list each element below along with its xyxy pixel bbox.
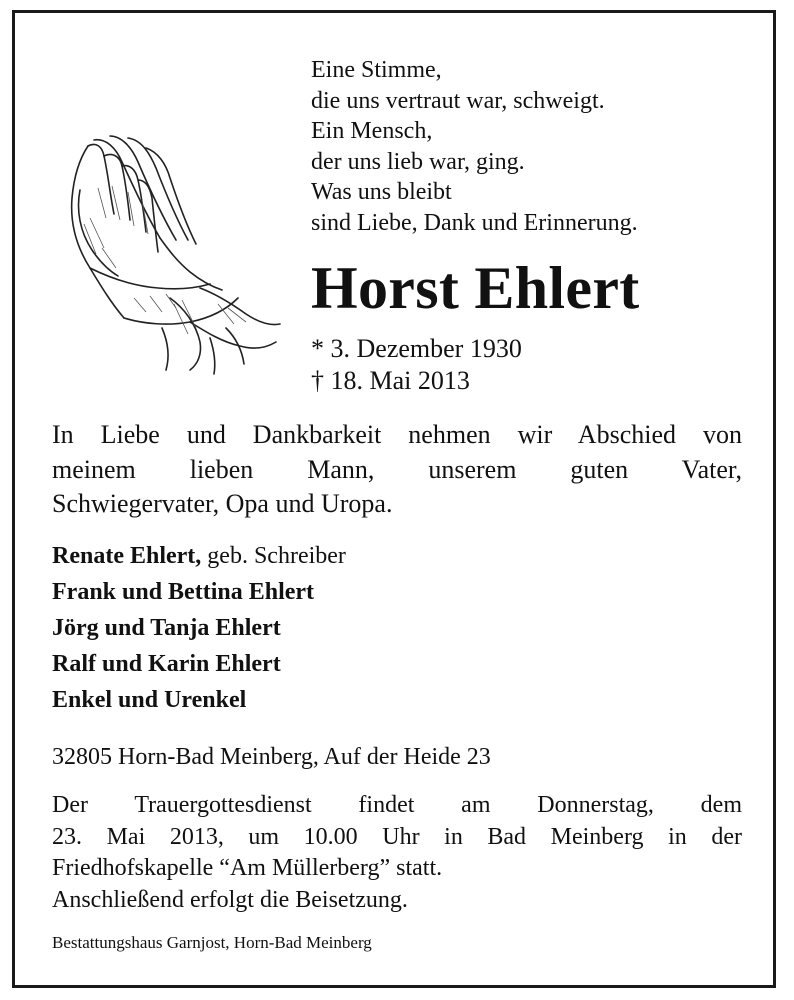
deceased-name: Horst Ehlert [311, 255, 640, 321]
farewell-text [52, 418, 742, 522]
service-line: Anschließend erfolgt die Beisetzung. [52, 886, 408, 913]
undertaker: Bestattungshaus Garnjost, Horn-Bad Meinberg [52, 933, 372, 952]
family-member-name: Jörg und Tanja Ehlert [52, 615, 281, 641]
poem-line: die uns vertraut war, schweigt. [311, 87, 605, 114]
death-date: † 18. Mai 2013 [311, 366, 470, 395]
family-member-row [52, 538, 346, 574]
praying-hands-icon [50, 128, 282, 376]
family-member-note: geb. Schreiber [207, 543, 346, 569]
service-line: 23. Mai 2013, um 10.00 Uhr in Bad Meinberg in der [52, 823, 742, 850]
poem-line: der uns lieb war, ging. [311, 148, 525, 175]
life-dates [311, 333, 522, 397]
poem-line: Was uns bleibt [311, 179, 452, 205]
family-member-name: Ralf und Karin Ehlert [52, 651, 281, 677]
family-signatures [52, 538, 346, 718]
farewell-line: Schwiegervater, Opa und Uropa. [52, 489, 393, 518]
poem [311, 55, 638, 238]
service-line: Der Trauergottesdienst findet am Donnerstag, dem [52, 792, 742, 818]
service-line: Friedhofskapelle “Am Müllerberg” statt. [52, 855, 443, 881]
poem-line: Eine Stimme, [311, 57, 442, 83]
service-text [52, 790, 742, 916]
birth-date: * 3. Dezember 1930 [311, 334, 522, 363]
poem-line: Ein Mensch, [311, 118, 433, 144]
family-member-name: Renate Ehlert, [52, 543, 202, 569]
farewell-line: In Liebe und Dankbarkeit nehmen wir Abschied von [52, 420, 742, 449]
family-member-name: Enkel und Urenkel [52, 687, 247, 713]
family-member-name: Frank und Bettina Ehlert [52, 579, 315, 605]
address: 32805 Horn-Bad Meinberg, Auf der Heide 23 [52, 744, 491, 770]
farewell-line: meinem lieben Mann, unserem guten Vater, [52, 454, 742, 484]
poem-line: sind Liebe, Dank und Erinnerung. [311, 209, 638, 236]
